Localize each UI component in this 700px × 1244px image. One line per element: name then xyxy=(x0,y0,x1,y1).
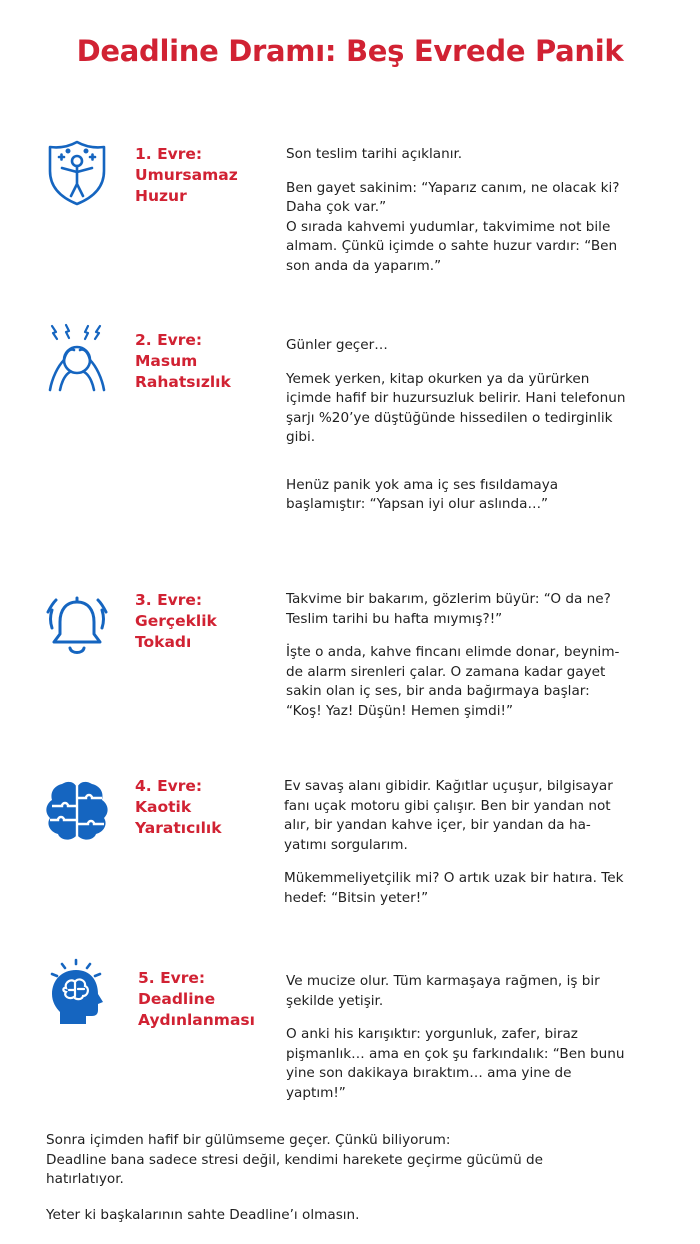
stage-2-label xyxy=(135,330,275,393)
stage-title-line: Deadline xyxy=(138,990,216,1008)
stage-title-line: Rahatsızlık xyxy=(135,373,231,391)
stage-number: 1. Evre: xyxy=(135,145,203,163)
stage-title-line: Tokadı xyxy=(135,633,192,651)
stage-4-body xyxy=(284,777,664,922)
paragraph: Takvime bir bakarım, gözlerim büyür: “O da ne? Teslim tarihi bu hafta mıymış?!” xyxy=(286,591,611,627)
stage-4-label xyxy=(135,776,275,839)
paragraph: Yemek yerken, kitap okurken ya da yürürken içimde hafif bir huzursuzluk belirir. Hani telefonun şarjı %20’ye düştüğünde hissedilen o tedirginlik gibi. xyxy=(286,370,626,445)
paragraph: Ben gayet sakinim: “Yaparız canım, ne olacak ki? Daha çok var.” O sırada kahvemi yudumlar, takvimime not bile almam. Çünkü içimde o sahte huzur vardır: “Ben son anda da yaparım.” xyxy=(286,179,620,274)
alarm-bell-icon xyxy=(42,590,112,660)
paragraph: Ev savaş alanı gibidir. Kağıtlar uçuşur, bilgisayar fanı uçak motoru gibi çalışır. Ben bir yandan not alır, bir yandan kahve içer, bir yandan da ha- yatımı sorgularım. xyxy=(284,778,613,853)
stage-title-line: Huzur xyxy=(135,187,187,205)
stage-1-label xyxy=(135,144,275,207)
paragraph: Ve mucize olur. Tüm karmaşaya rağmen, iş bir şekilde yetişir. xyxy=(286,973,600,1009)
stage-3-body xyxy=(286,590,666,735)
stage-number: 5. Evre: xyxy=(138,969,206,987)
stage-2-body xyxy=(286,336,666,529)
page-title: Deadline Dramı: Beş Evrede Panik xyxy=(76,34,624,68)
stage-title-line: Gerçeklik xyxy=(135,612,217,630)
puzzle-brain-icon xyxy=(42,776,112,846)
paragraph: İşte o anda, kahve fincanı elimde donar, beynim- de alarm sirenleri çalar. O zamana kadar gayet sakin olan iç ses, bir anda bağırmaya başlar: “Koş! Yaz! Düşün! Hemen şimdi!” xyxy=(286,644,620,719)
shield-person-icon xyxy=(42,138,112,208)
paragraph: Mükemmeliyetçilik mi? O artık uzak bir hatıra. Tek hedef: “Bitsin yeter!” xyxy=(284,870,624,906)
stage-number: 2. Evre: xyxy=(135,331,203,349)
stage-number: 3. Evre: xyxy=(135,591,203,609)
stage-title-line: Yaratıcılık xyxy=(135,819,222,837)
stressed-person-icon xyxy=(42,322,112,392)
closing-paragraph: Yeter ki başkalarının sahte Deadline’ı olmasın. xyxy=(46,1206,360,1223)
stage-number: 4. Evre: xyxy=(135,777,203,795)
paragraph: O anki his karışıktır: yorgunluk, zafer, biraz pişmanlık… ama en çok şu farkındalık: “Ben bunu yine son dakikaya bıraktım… ama yine de yaptım!” xyxy=(286,1026,625,1101)
stage-3-label xyxy=(135,590,275,653)
stage-title-line: Masum xyxy=(135,352,198,370)
stage-title-line: Aydınlanması xyxy=(138,1011,255,1029)
stage-title-line: Kaotik xyxy=(135,798,192,816)
paragraph: Son teslim tarihi açıklanır. xyxy=(286,146,463,162)
paragraph: Henüz panik yok ama iç ses fısıldamaya başlamıştır: “Yapsan iyi olur aslında…” xyxy=(286,476,559,512)
stage-5-label xyxy=(138,968,278,1031)
paragraph: Günler geçer… xyxy=(286,337,388,353)
stage-1-body xyxy=(286,145,666,290)
closing-paragraph: Sonra içimden hafif bir gülümseme geçer. Çünkü biliyorum: Deadline bana sadece stresi değil, kendimi harekete geçirme gücümü de hatırlatıyor. xyxy=(46,1132,543,1187)
head-brain-icon xyxy=(42,956,112,1026)
stage-5-body xyxy=(286,972,666,1117)
stage-title-line: Umursamaz xyxy=(135,166,238,184)
closing-section xyxy=(46,1131,666,1241)
